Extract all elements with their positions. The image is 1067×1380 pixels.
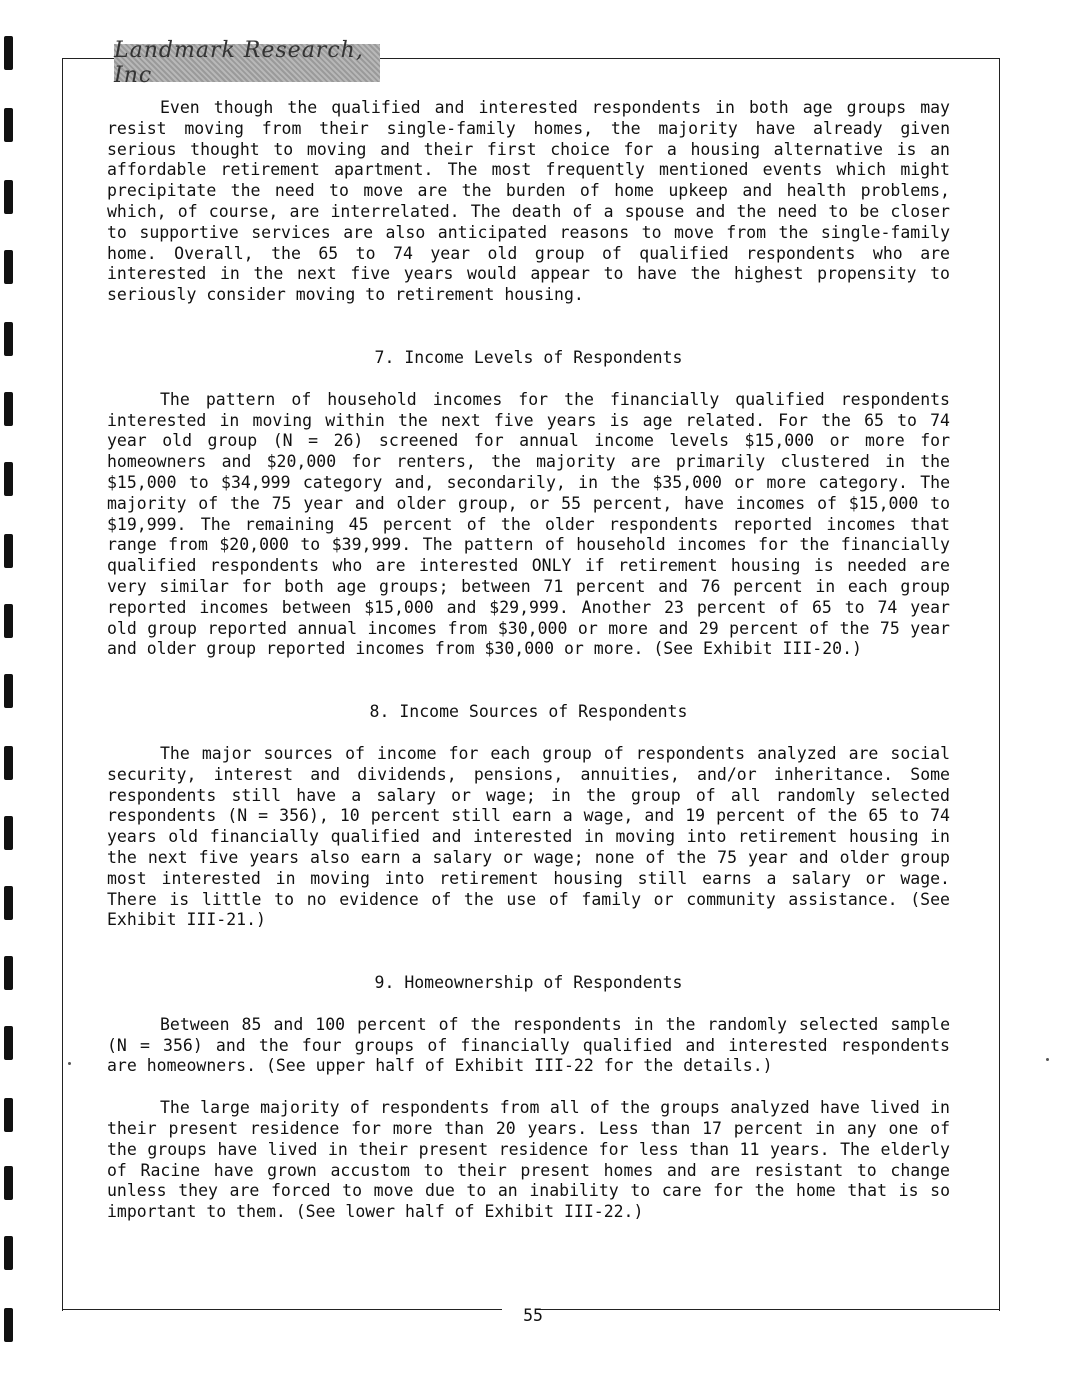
- binder-hole: [4, 322, 13, 356]
- binder-hole: [4, 392, 13, 426]
- intro-paragraph: Even though the qualified and interested respondents in both age groups may resist moving from their single-family homes, the majority have already given serious thought to moving and their first choice for a housing alternative is an affordable retirement apartment. The most frequently mentioned events which might precipitate the need to move are the burden of home upkeep and health problems, which, of course, are interrelated. The death of a spouse and the need to be closer to supportive services are also anticipated reasons to move from the single-family home. Overall, the 65 to 74 year old group of qualified respondents who are interested in the next five years would appear to have the highest propensity to seriously consider moving to retirement housing.: [107, 98, 950, 305]
- body-paragraph: The major sources of income for each group of respondents analyzed are social security, interest and dividends, pensions, annuities, and/or inheritance. Some respondents still have a salary or wage; in the group of all randomly selected respondents (N = 356), 10 percent still earn a wage, and 19 percent of the 65 to 74 years old financially qualified and interested in moving into retirement housing in the next five years also earn a salary or wage; none of the 75 year and older group most interested in moving into retirement housing still earns a salary or wage. There is little to no evidence of the use of family or community assistance. (See Exhibit III-21.): [107, 743, 950, 930]
- page-number: 55: [523, 1306, 543, 1325]
- binder-hole: [4, 604, 13, 638]
- section-heading: 8. Income Sources of Respondents: [369, 702, 688, 722]
- binder-hole: [4, 816, 13, 850]
- binder-hole: [4, 1166, 13, 1200]
- binder-hole: [4, 1098, 13, 1132]
- binder-hole: [4, 250, 13, 284]
- binder-hole: [4, 1308, 13, 1342]
- page-content: [107, 98, 950, 1223]
- binder-hole: [4, 956, 13, 990]
- binder-hole: [4, 1026, 13, 1060]
- company-logo: Landmark Research, Inc: [114, 44, 380, 82]
- binder-hole: [4, 886, 13, 920]
- body-paragraph: Between 85 and 100 percent of the respondents in the randomly selected sample (N = 356) and the four groups of financially qualified and interested respondents are homeowners. (See upper half of Exhibit III-22 for the details.): [107, 1014, 950, 1076]
- binder-hole: [4, 674, 13, 708]
- binder-hole: [4, 108, 13, 142]
- body-paragraph: The pattern of household incomes for the financially qualified respondents interested in moving within the next five years is age related. For the 65 to 74 year old group (N = 26) screened for annual income levels $15,000 or more for homeowners and $20,000 for renters, the majority are primarily clustered in the $15,000 to $34,999 category and, secondarily, in the $35,000 or more category. The majority of the 75 year and older group, or 55 percent, have incomes of $15,000 to $19,999. The remaining 45 percent of the older respondents reported incomes that range from $20,000 to $39,999. The pattern of household incomes for the financially qualified respondents who are interested ONLY if retirement housing is needed are very similar for both age groups; between 71 percent and 76 percent in each group reported incomes between $15,000 and $29,999. Another 23 percent of 65 to 74 year old group reported annual incomes from $30,000 or more and 29 percent of the 75 year and older group reported incomes from $30,000 or more. (See Exhibit III-20.): [107, 389, 950, 659]
- binder-hole: [4, 534, 13, 568]
- binder-hole: [4, 746, 13, 780]
- binder-hole: [4, 462, 13, 496]
- binder-hole: [4, 36, 13, 70]
- section-heading: 9. Homeownership of Respondents: [374, 973, 683, 993]
- frame-bottom-rule: [536, 1309, 1000, 1310]
- binder-hole: [4, 1236, 13, 1270]
- binder-holes: [4, 0, 16, 1380]
- scan-speck: [68, 1062, 71, 1065]
- body-paragraph: The large majority of respondents from all of the groups analyzed have lived in their present residence for more than 20 years. Less than 17 percent in any one of the groups have lived in their present residence for less than 11 years. The elderly of Racine have grown accustom to their present homes and are resistant to change unless they are forced to move due to an inability to care for the home that is so important to them. (See lower half of Exhibit III-22.): [107, 1098, 950, 1222]
- section-heading: 7. Income Levels of Respondents: [374, 347, 683, 367]
- frame-bottom-rule: [62, 1309, 502, 1310]
- scan-speck: [1046, 1058, 1049, 1061]
- binder-hole: [4, 180, 13, 214]
